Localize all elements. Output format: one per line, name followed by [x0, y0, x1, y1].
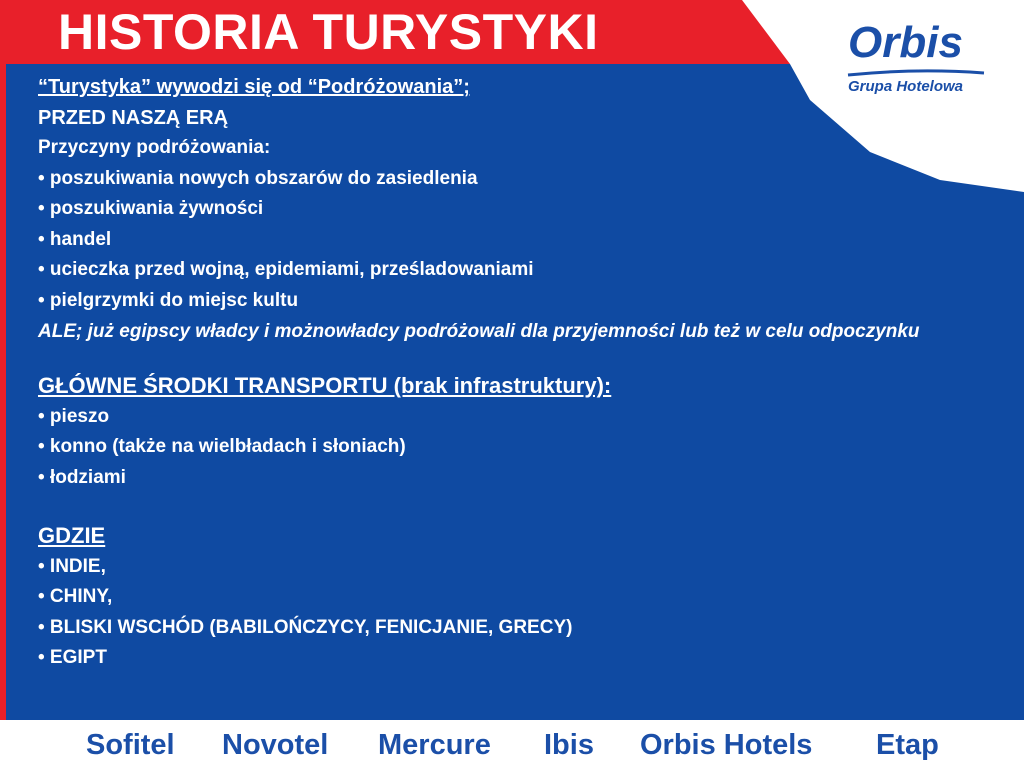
- where-heading: GDZIE: [38, 523, 106, 548]
- era-heading: PRZED NASZĄ ERĄ: [38, 106, 229, 129]
- list-item: • handel: [38, 228, 112, 250]
- list-item: • CHINY,: [38, 586, 113, 607]
- left-accent-strip: [0, 64, 6, 720]
- list-item: • INDIE,: [38, 555, 106, 577]
- logo-wordmark: Orbis: [848, 18, 963, 67]
- list-item: • konno (także na wielbładach i słoniach): [38, 436, 406, 457]
- transport-heading: GŁÓWNE ŚRODKI TRANSPORTU (brak infrastruktury):: [38, 373, 612, 398]
- list-item: • pieszo: [38, 405, 110, 427]
- brand-ibis: Ibis: [544, 729, 594, 761]
- brand-etap: Etap: [876, 729, 939, 761]
- logo-subtitle: Grupa Hotelowa: [848, 78, 964, 95]
- brand-mercure: Mercure: [378, 729, 491, 761]
- list-item: • poszukiwania nowych obszarów do zasiedlenia: [38, 167, 478, 189]
- slide-title: HISTORIA TURYSTYKI: [58, 4, 599, 60]
- list-item: • łodziami: [38, 466, 126, 488]
- brand-sofitel: Sofitel: [86, 729, 175, 761]
- list-item: • ucieczka przed wojną, epidemiami, prześladowaniami: [38, 259, 534, 280]
- intro-text: “Turystyka” wywodzi się od “Podróżowania”;: [38, 76, 470, 98]
- brand-novotel: Novotel: [222, 729, 329, 761]
- note-text: ALE; już egipscy władcy i możnowładcy podróżowali dla przyjemności lub też w celu odpoczynku: [38, 321, 920, 342]
- list-item: • EGIPT: [38, 647, 107, 668]
- slide-content: [38, 72, 1018, 674]
- list-item: • poszukiwania żywności: [38, 198, 264, 219]
- brand-orbis-hotels: Orbis Hotels: [640, 729, 813, 761]
- reasons-heading: Przyczyny podróżowania:: [38, 137, 271, 158]
- list-item: • pielgrzymki do miejsc kultu: [38, 289, 299, 311]
- list-item: • BLISKI WSCHÓD (BABILOŃCZYCY, FENICJANIE, GRECY): [38, 616, 573, 638]
